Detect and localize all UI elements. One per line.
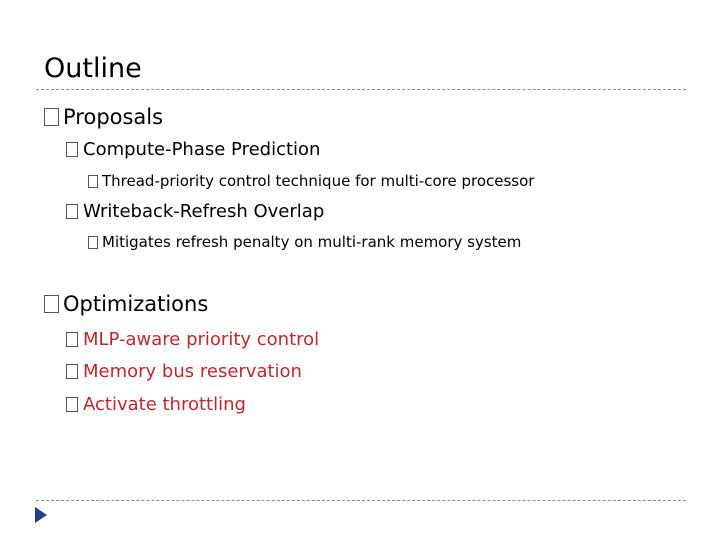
bullet-text: Optimizations (63, 292, 209, 316)
bullet-compute-phase-detail (88, 172, 534, 190)
footer-divider (36, 500, 686, 501)
bullet-text: Proposals (63, 105, 164, 129)
bullet-text: Compute-Phase Prediction (83, 139, 321, 160)
bullet-activate-throttling (66, 394, 246, 415)
slide-title: Outline (44, 53, 142, 84)
checkbox-bullet-icon (44, 108, 59, 126)
checkbox-bullet-icon (44, 295, 59, 313)
bullet-memory-bus (66, 361, 302, 382)
checkbox-bullet-icon (88, 236, 98, 249)
checkbox-bullet-icon (66, 204, 78, 219)
bullet-optimizations (44, 292, 208, 316)
checkbox-bullet-icon (66, 332, 78, 347)
checkbox-bullet-icon (66, 142, 78, 157)
bullet-text: Writeback-Refresh Overlap (83, 201, 325, 222)
bullet-text: Memory bus reservation (83, 361, 302, 382)
bullet-writeback-refresh-detail (88, 233, 521, 251)
bullet-text: Activate throttling (83, 394, 246, 415)
bullet-writeback-refresh (66, 201, 324, 222)
bullet-text: MLP-aware priority control (83, 329, 320, 350)
checkbox-bullet-icon (66, 364, 78, 379)
bullet-mlp-aware (66, 329, 319, 350)
next-slide-arrow-icon[interactable] (35, 507, 47, 523)
bullet-text: Thread-priority control technique for multi-core processor (102, 172, 535, 190)
checkbox-bullet-icon (66, 397, 78, 412)
bullet-compute-phase (66, 139, 320, 160)
bullet-text: Mitigates refresh penalty on multi-rank memory system (102, 233, 522, 251)
checkbox-bullet-icon (88, 175, 98, 188)
title-divider (36, 89, 686, 90)
bullet-proposals (44, 105, 163, 129)
